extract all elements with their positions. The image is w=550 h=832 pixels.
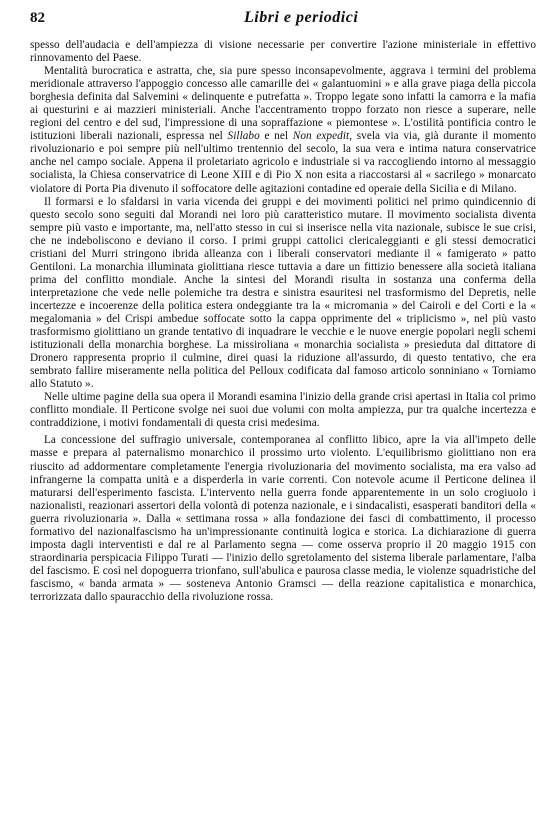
text-run: , svela via via, già durante il momento rivoluzionario e poi sempre più nell'ultimo trentennio del secolo, la sua vera e intima natura conservatrice anche nel campo sociale. Appena il proletariato agricolo e industriale si va raccogliendo intorno al messaggio socialista, la Chiesa conservatrice di Leone XIII e di Pio X non esita a riaccostarsi al « sacrilego » monarcato violatore di Porta Pia divenuto il soffocatore delle agitazioni contadine ed operaie della Sicilia e di Milano. — [30, 130, 536, 195]
text-run: spesso dell'audacia e dell'ampiezza di visione necessarie per convertire l'azione ministeriale in effettivo rinnovamento del Paese. — [30, 39, 536, 65]
text-run: Il formarsi e lo sfaldarsi in varia vicenda dei gruppi e dei movimenti politici nel primo quindicennio di questo secolo sono seguiti dal Morandi nei loro più caratteristico mutare. Il movimento socialista diventa sempre più vasto e importante, ma, nell'atto stesso in cui si inserisce nella vita nazionale, subisce le sue crisi, che ne indeboliscono e deviano il corso. I primi gruppi cattolici clericaleggianti e gli stessi democratici cristiani del Murri stringono ibrida alleanza con i liberali conservatori mediante il « famigerato » patto Gentiloni. La monarchia illuminata giolittiana riesce tuttavia a dare un fittizio benessere alla società italiana prima del conflitto mondiale. Anche la sintesi del Morandi risulta in sostanza una conferma della interpretazione che vede nelle polemiche tra destra e sinistra esauritesi nel trasformismo del Depretis, nelle incertezze e incoerenze della politica estera ondeggiante tra la « micromania » del Cairoli e del Corti e la « megalomania » del Crispi ambedue soffocate sotto la cappa opprimente del « triplicismo », nel più vasto trasformismo giolittiano un grande tentativo di inquadrare le vecchie e le nuove energie popolari negli schemi istituzionali della monarchia borghese. La missiroliana « monarchia socialista » presieduta dal dittatore di Dronero rappresenta proprio il culmine, direi quasi la riduzione all'assurdo, di questo tentativo, che era sembrato fallire miseramente nella politica del Pelloux codificata dal famoso articolo sonniniano « Torniamo allo Statuto ». — [30, 195, 536, 391]
italic-term: Sillabo — [227, 130, 260, 143]
page-header — [30, 9, 536, 35]
page-number: 82 — [30, 10, 45, 26]
running-head: Libri e periodici — [244, 9, 359, 26]
text-run: La concessione del suffragio universale, contemporanea al conflitto libico, apre la via all'impeto delle masse e prepara al paternalismo monarchico il prossimo urto violento. L'equilibrismo giolittiano non era riuscito ad addormentare completamente l'energia rivoluzionaria del movimento socialista, ma era valso ad infrangerne la compatta unità e a disperderla in varie correnti. Con notevole acume il Perticone delinea il maturarsi dell'esperimento fascista. L'intervento nella guerra fonde apparentemente in un solo crogiuolo i nazionalisti, reazionari assertori della volontà di potenza nazionale, e i sindacalisti, esasperati banditori della « guerra rivoluzionaria ». Dalla « settimana rossa » alla fondazione dei fasci di combattimento, il processo formativo del nazionalfascismo ha un'impressionante continuità logica e storica. La dichiarazione di guerra imposta dagli interventisti e dal re al Parlamento segna — come osserva proprio il 20 maggio 1915 con straordinaria perspicacia Filippo Turati — l'inizio dello sgretolamento del sistema liberale parlamentare, l'alba del fascismo. E così nel dopoguerra trionfano, sull'abulica e paurosa classe media, le violenze squadristiche del fascismo, « banda armata » — sosteneva Antonio Gramsci — della reazione capitalistica e monarchica, terrorizzata dallo spauracchio della rivoluzione rossa. — [30, 434, 536, 603]
paragraph — [30, 65, 536, 195]
page-body — [30, 39, 536, 604]
paragraph — [30, 39, 536, 65]
text-run: Nelle ultime pagine della sua opera il Morandi esamina l'inizio della grande crisi apertasi in Italia col primo conflitto mondiale. Il Perticone svolge nei suoi due volumi con molta ampiezza, pur tra qualche incertezza e contraddizione, i motivi fondamentali di questa crisi medesima. — [30, 391, 536, 430]
italic-term: Non expedit — [292, 130, 350, 143]
text-run: Mentalità burocratica e astratta, che, sia pure spesso inconsapevolmente, aggrava i termini del problema meridionale attraverso l'appoggio concesso alle camarille dei « galantuomini » e alla grave piaga della piccola borghesia definita dal Salvemini « delinquente e putrefatta ». Troppo legate sono infatti la camorra e la mafia ai questurini e ai mazzieri ministeriali. Anche l'accentramento troppo forzato non riesce a superare, nelle regioni del centro e del sud, l'impressione di una sopraffazione « piemontese ». L'ostilità pontificia contro le istituzioni liberali nazionali, espressa nel — [30, 65, 536, 143]
text-run: e nel — [259, 130, 293, 143]
paragraph — [30, 196, 536, 392]
paragraph — [30, 434, 536, 604]
paragraph — [30, 391, 536, 430]
